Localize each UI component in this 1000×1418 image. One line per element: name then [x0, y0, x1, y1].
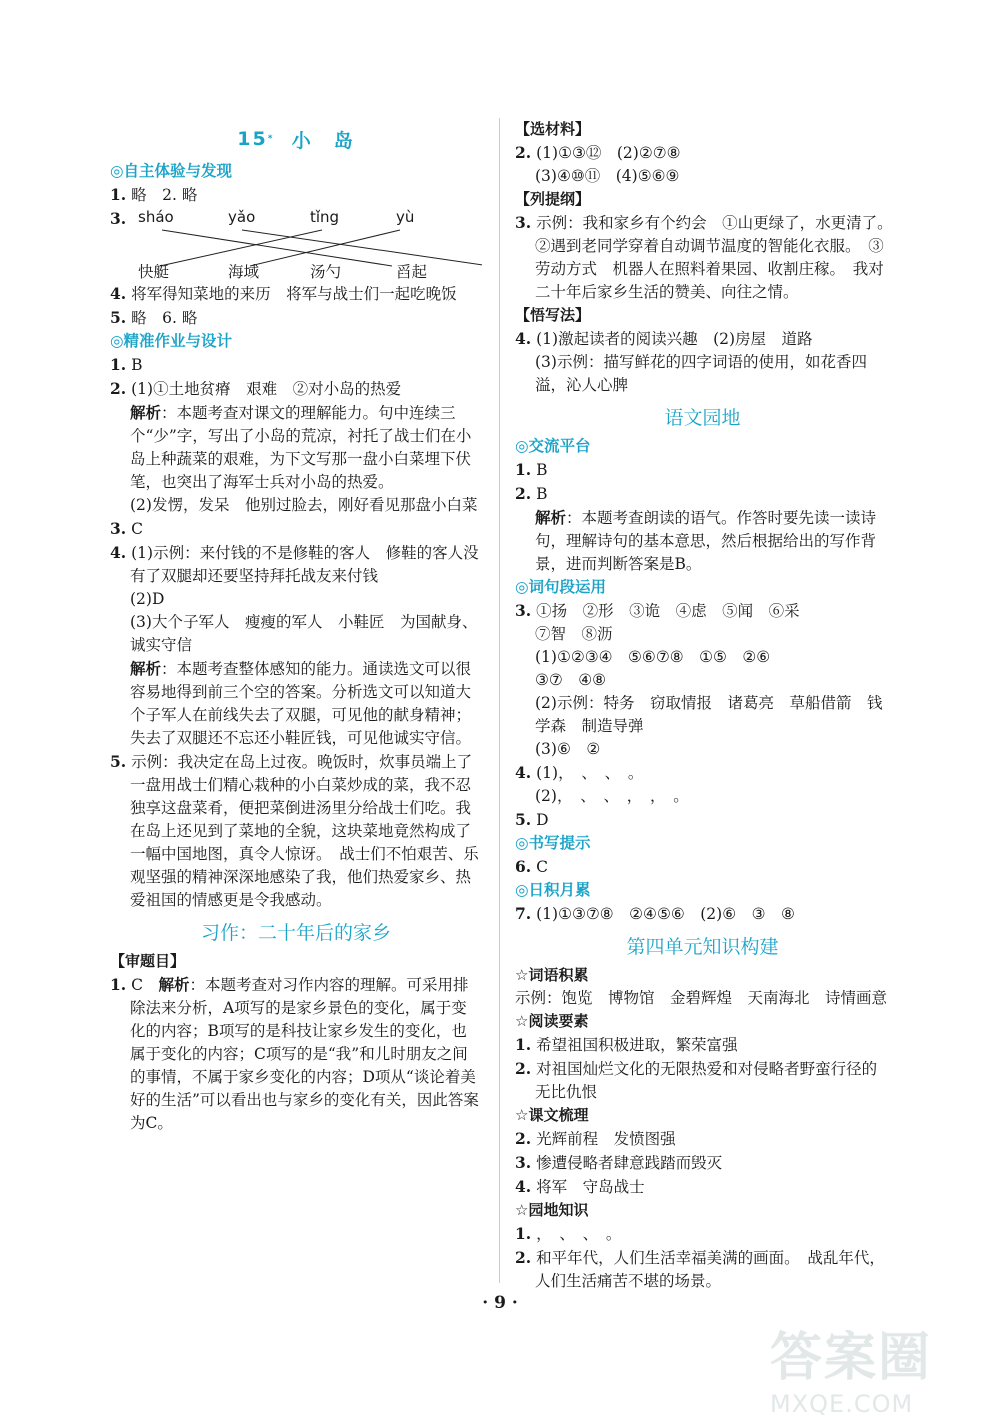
item-text: 示例：我和家乡有个约会 ①山更绿了，水更清了。 ②遇到老同学穿着自动调节温度的智能化衣服。 ③劳动方式 机器人在照料着果园、收割庄稼。 我对二十年后家乡生活的赞美、向往之情。 [535, 214, 901, 301]
section-heading: ◎交流平台 [515, 437, 591, 455]
star-heading: ☆园地知识 [515, 1201, 589, 1219]
answer-item [110, 517, 482, 541]
item-number: 2. [515, 1059, 532, 1078]
section-heading: ◎词句段运用 [515, 578, 607, 596]
item-number: 5. [515, 810, 532, 829]
item-text: (1)激起读者的阅读兴趣 (2)房屋 道路 [536, 330, 813, 348]
pinyin-label: yǎo [228, 208, 256, 226]
item-number: 1. [110, 355, 127, 374]
answer-item [515, 458, 890, 482]
item-number: 1. [110, 975, 127, 994]
item-text: 将军 守岛战士 [536, 1178, 645, 1196]
word-label: 舀起 [396, 263, 428, 281]
analysis-text: ：本题考查整体感知的能力。通读选文可以很容易地得到前三个空的答案。分析选文可以知道大个子军人在前线失去了双腿，可见他的献身精神；失去了双腿还不忘还小鞋匠钱，可见他诚实守信。 [130, 660, 472, 747]
item-text: 对祖国灿烂文化的无限热爱和对侵略者野蛮行径的无比仇恨 [535, 1060, 878, 1101]
item-number: 2. [515, 1248, 532, 1267]
analysis-text: ：本题考查对习作内容的理解。可采用排除法来分析，A项写的是家乡景色的变化，属于变化的内容；B项写的是科技让家乡发生的变化，也属于变化的内容；C项写的是“我”和儿时朋友之间的事情，不属于家乡变化的内容；D项从“谈论着美好的生活”可以看出也与家乡的变化有关，因此答案为C。 [130, 976, 479, 1132]
answer-item [515, 902, 890, 926]
item-text: 略 2. 略 [131, 186, 198, 204]
item-number: 1. [110, 185, 127, 204]
lesson-mark: * [267, 134, 275, 144]
answer-item [110, 750, 482, 912]
item-text: (1)①土地贫瘠 艰难 ②对小岛的热爱 [131, 380, 402, 398]
lesson-number: 15 [237, 128, 268, 150]
analysis [110, 657, 482, 750]
answer-item [515, 211, 901, 304]
analysis [515, 506, 890, 576]
bracket-heading: 【悟写法】 [515, 306, 591, 324]
item-number: 4. [515, 329, 532, 348]
matching-diagram [110, 208, 482, 282]
item-number: 4. [110, 284, 127, 303]
item-number: 2. [515, 1129, 532, 1148]
answer-subitem: (3)示例：描写鲜花的四字词语的使用，如花香四溢，沁人心脾 [535, 353, 867, 394]
item-text: 和平年代，人们生活幸福美满的画面。 战乱年代，人们生活痛苦不堪的场景。 [535, 1249, 885, 1290]
item-number: 1. [515, 460, 532, 479]
item-number: 1. [515, 1035, 532, 1054]
answer-item [515, 482, 890, 506]
answer-subitem: ⑦智 ⑧沥 [535, 625, 613, 643]
section-heading: ◎自主体验与发现 [110, 162, 233, 180]
item-text: C [131, 520, 143, 538]
answer-item [515, 327, 890, 351]
item-text: C [536, 858, 548, 876]
item-number: 2. [515, 484, 532, 503]
item-number: 2. [515, 143, 532, 162]
page-number: · 9 · [482, 1293, 518, 1313]
left-column [110, 118, 482, 1135]
bracket-heading: 【审题目】 [110, 952, 186, 970]
item-number: 3. [515, 213, 532, 232]
watermark-logo: 答案圈 [770, 1328, 933, 1388]
word-label: 快艇 [138, 263, 170, 281]
answer-item [515, 1057, 890, 1104]
watermark [770, 1315, 990, 1418]
analysis-text: ：本题考查朗读的语气。作答时要先读一读诗句，理解诗句的基本意思，然后根据给出的写作背景，进而判断答案是B。 [535, 509, 877, 573]
pinyin-label: tǐng [310, 208, 340, 226]
item-number: 4. [110, 543, 127, 562]
watermark-url: MXQE.COM [770, 1390, 914, 1418]
bracket-heading: 【列提纲】 [515, 190, 591, 208]
answer-subitem: (2)发愣，发呆 他别过脸去，刚好看见那盘小白菜 [130, 496, 478, 514]
answer-subitem: (1)①②③④ ⑤⑥⑦⑧ ①⑤ ②⑥ [535, 648, 771, 666]
item-number: 6. [515, 857, 532, 876]
item-number: 5. [110, 308, 127, 327]
section-title: 语文园地 [664, 406, 741, 429]
item-text: (1)①③⑫ (2)②⑦⑧ [536, 144, 681, 162]
star-heading: ☆词语积累 [515, 966, 589, 984]
item-number: 3. [110, 519, 127, 538]
answer-item [515, 1033, 890, 1057]
answer-item [515, 1246, 890, 1293]
item-text: ①扬 ②形 ③诡 ④虑 ⑤闻 ⑥采 [536, 602, 800, 620]
answer-item [110, 353, 482, 377]
answer-item [515, 1222, 890, 1246]
analysis-label: 解析 [130, 403, 162, 422]
answer-item [515, 1175, 890, 1199]
lesson-title [110, 118, 482, 160]
item-text: 惨遭侵略者肆意践踏而毁灭 [536, 1154, 723, 1172]
answer-item [110, 377, 482, 401]
item-text: (1)， 、 、 。 [536, 764, 644, 782]
section-heading: ◎日积月累 [515, 881, 591, 899]
answer-item [515, 141, 890, 165]
item-text: (1)示例：来付钱的不是修鞋的客人 修鞋的客人没有了双腿却还要坚持拜托战友来付钱 [130, 544, 479, 585]
item-number: 4. [515, 763, 532, 782]
lesson-name: 小 岛 [291, 129, 355, 152]
analysis-text: ：本题考查对课文的理解能力。句中连续三个“少”字，写出了小岛的荒凉，衬托了战士们在小岛上种蔬菜的艰难，为下文写那一盘小白菜埋下伏笔，也突出了海军士兵对小岛的热爱。 [130, 404, 472, 491]
item-text: ， 、 、 。 [536, 1225, 622, 1243]
item-number: 4. [515, 1177, 532, 1196]
item-number: 7. [515, 904, 532, 923]
answer-item [515, 855, 890, 879]
word-label: 海域 [228, 263, 260, 281]
column-divider [499, 118, 500, 1283]
item-number: 1. [515, 1224, 532, 1243]
answer-subitem: (3)⑥ ② [535, 740, 601, 758]
item-number: 2. [110, 379, 127, 398]
answer-item [110, 183, 482, 207]
answer-item [515, 1151, 890, 1175]
answer-subitem: (2)示例：特务 窃取情报 诸葛亮 草船借箭 钱学森 制造导弹 [535, 694, 883, 735]
text-block: 示例：饱览 博物馆 金碧辉煌 天南海北 诗情画意 [515, 989, 888, 1007]
section-heading: ◎精准作业与设计 [110, 332, 233, 350]
item-text: 希望祖国积极进取，繁荣富强 [536, 1036, 738, 1054]
item-text: C [131, 976, 159, 994]
bracket-heading: 【选材料】 [515, 120, 591, 138]
section-title: 第四单元知识构建 [626, 935, 779, 958]
answer-subitem: (3)④⑩⑪ (4)⑤⑥⑨ [535, 167, 680, 185]
item-text: 光辉前程 发愤图强 [536, 1130, 676, 1148]
answer-item [110, 973, 482, 1135]
item-text: B [536, 485, 548, 503]
item-number: 3. [515, 601, 532, 620]
answer-item [110, 541, 482, 588]
word-label: 汤勺 [310, 263, 342, 281]
answer-subitem: (2)， 、 、 ， ， 。 [535, 787, 689, 805]
analysis-label: 解析 [535, 508, 567, 527]
item-text: 略 6. 略 [131, 309, 198, 327]
item-text: 示例：我决定在岛上过夜。晚饭时，炊事员端上了一盘用战士们精心栽种的小白菜炒成的菜，我不忍独享这盘菜肴，便把菜倒进汤里分给战士们吃。我在岛上还见到了菜地的全貌，这块菜地竟然构成了一幅中国地图，真令人惊讶。 战士们不怕艰苦、乐观坚强的精神深深地感染了我，他们热爱家乡、热爱祖国的情感更是令我感动。 [130, 753, 479, 909]
item-text: B [536, 461, 548, 479]
answer-subitem: (2)D [130, 590, 165, 608]
answer-item [515, 808, 890, 832]
item-number: 5. [110, 752, 127, 771]
item-number: 3. [515, 1153, 532, 1172]
answer-subitem: ③⑦ ④⑧ [535, 671, 607, 689]
right-column [515, 118, 901, 1293]
pinyin-label: yù [396, 208, 415, 226]
answer-item [110, 306, 482, 330]
pinyin-label: sháo [138, 208, 174, 226]
section-heading: ◎书写提示 [515, 834, 591, 852]
analysis-label: 解析 [158, 975, 190, 994]
answer-item [515, 761, 890, 785]
item-text: 将军得知菜地的来历 将军与战士们一起吃晚饭 [131, 285, 457, 303]
star-heading: ☆课文梳理 [515, 1106, 589, 1124]
star-heading: ☆阅读要素 [515, 1012, 589, 1030]
item-text: B [131, 356, 143, 374]
answer-subitem: (3)大个子军人 瘦瘦的军人 小鞋匠 为国献身、诚实守信 [130, 613, 478, 654]
item-number: 3. [110, 209, 127, 228]
section-title: 习作：二十年后的家乡 [200, 921, 391, 944]
answer-item [515, 599, 890, 623]
analysis-label: 解析 [130, 659, 162, 678]
item-text: (1)①③⑦⑧ ②④⑤⑥ (2)⑥ ③ ⑧ [536, 905, 795, 923]
item-text: D [536, 811, 549, 829]
answer-item [515, 1127, 890, 1151]
analysis [110, 401, 482, 494]
answer-item [110, 282, 482, 306]
